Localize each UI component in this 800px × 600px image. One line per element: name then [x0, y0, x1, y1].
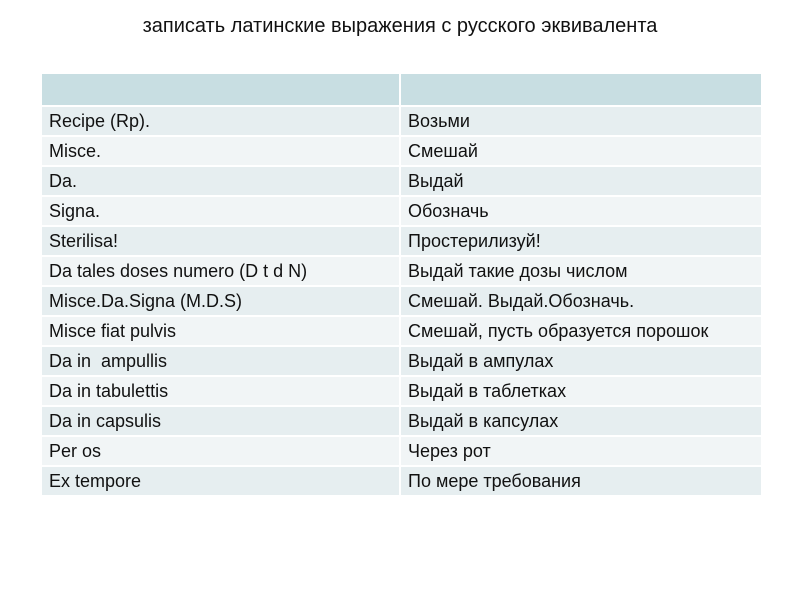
latin-phrase-cell: Recipe (Rp). — [41, 106, 400, 136]
latin-phrase-cell: Signa. — [41, 196, 400, 226]
russian-equivalent-cell: Возьми — [400, 106, 762, 136]
russian-equivalent-cell: По мере требования — [400, 466, 762, 496]
table-row — [41, 376, 762, 406]
latin-phrase-cell: Da tales doses numero (D t d N) — [41, 256, 400, 286]
russian-equivalent-cell: Простерилизуй! — [400, 226, 762, 256]
header-cell-latin — [41, 73, 400, 106]
header-cell-russian — [400, 73, 762, 106]
table-row — [41, 136, 762, 166]
phrases-table — [40, 72, 763, 497]
latin-phrase-cell: Per os — [41, 436, 400, 466]
table-row — [41, 226, 762, 256]
latin-phrase-cell: Da in ampullis — [41, 346, 400, 376]
table-row — [41, 286, 762, 316]
latin-phrase-cell: Da in tabulettis — [41, 376, 400, 406]
table-row — [41, 256, 762, 286]
russian-equivalent-cell: Выдай в таблетках — [400, 376, 762, 406]
latin-phrase-cell: Ex tempore — [41, 466, 400, 496]
table-header-row — [41, 73, 762, 106]
russian-equivalent-cell: Выдай в ампулах — [400, 346, 762, 376]
table-row — [41, 166, 762, 196]
table-row — [41, 466, 762, 496]
russian-equivalent-cell: Выдай такие дозы числом — [400, 256, 762, 286]
latin-phrase-cell: Misce. — [41, 136, 400, 166]
table-row — [41, 406, 762, 436]
russian-equivalent-cell: Через рот — [400, 436, 762, 466]
latin-phrase-cell: Misce.Da.Signa (M.D.S) — [41, 286, 400, 316]
latin-phrase-cell: Misce fiat pulvis — [41, 316, 400, 346]
table-row — [41, 196, 762, 226]
latin-phrase-cell: Sterilisa! — [41, 226, 400, 256]
slide-title: записать латинские выражения с русского эквивалента — [142, 15, 658, 37]
table-row — [41, 316, 762, 346]
latin-phrase-cell: Da in capsulis — [41, 406, 400, 436]
russian-equivalent-cell: Выдай — [400, 166, 762, 196]
russian-equivalent-cell: Выдай в капсулах — [400, 406, 762, 436]
table-row — [41, 106, 762, 136]
russian-equivalent-cell: Обозначь — [400, 196, 762, 226]
russian-equivalent-cell: Смешай. Выдай.Обозначь. — [400, 286, 762, 316]
russian-equivalent-cell: Смешай, пусть образуется порошок — [400, 316, 762, 346]
russian-equivalent-cell: Смешай — [400, 136, 762, 166]
table-row — [41, 436, 762, 466]
latin-phrase-cell: Da. — [41, 166, 400, 196]
table-row — [41, 346, 762, 376]
